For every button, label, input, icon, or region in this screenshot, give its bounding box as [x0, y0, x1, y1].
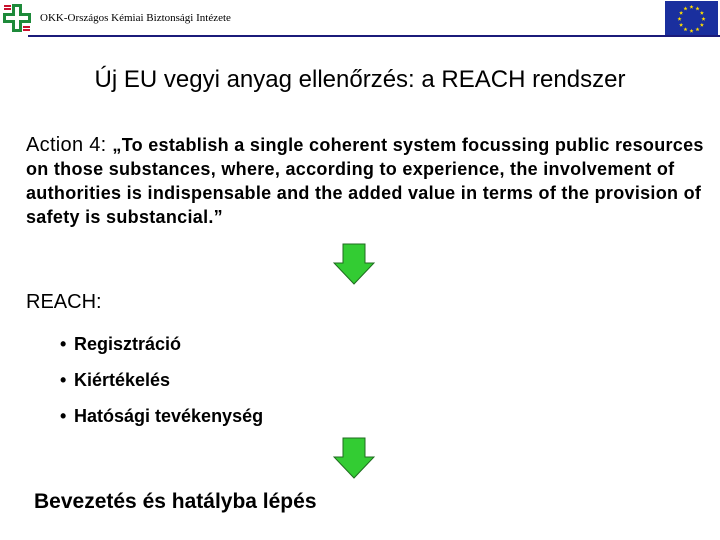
action-quote: „To establish a single coherent system focussing public resources on those substances, where, according to experience, the involvement of authorities is indispensable and the added value in terms of the provision of safety is substancial.”: [26, 135, 704, 227]
action-paragraph: [26, 133, 706, 229]
list-item-label: Regisztráció: [74, 334, 182, 354]
okk-cross-logo-icon: [2, 2, 32, 34]
header-divider: [28, 35, 720, 37]
down-arrow-icon: [333, 437, 375, 479]
down-arrow-icon: [333, 243, 375, 285]
eu-flag-icon: [665, 1, 718, 37]
bullet-dot: •: [60, 334, 67, 354]
bullet-dot: •: [60, 406, 67, 426]
action-lead: Action 4:: [26, 134, 113, 156]
list-item-label: Kiértékelés: [74, 370, 171, 390]
list-item: [60, 332, 263, 368]
list-item-label: Hatósági tevékenység: [74, 406, 264, 426]
slide-title: Új EU vegyi anyag ellenőrzés: a REACH rendszer: [94, 66, 626, 93]
header-bar: [0, 0, 720, 38]
bullet-dot: •: [60, 370, 67, 390]
list-item: [60, 368, 263, 404]
conclusion-text: Bevezetés és hatályba lépés: [34, 490, 317, 513]
list-item: [60, 404, 263, 440]
reach-heading: REACH:: [26, 291, 102, 313]
reach-bullet-list: [60, 332, 263, 440]
organization-name: OKK-Országos Kémiai Biztonsági Intézete: [40, 12, 231, 24]
